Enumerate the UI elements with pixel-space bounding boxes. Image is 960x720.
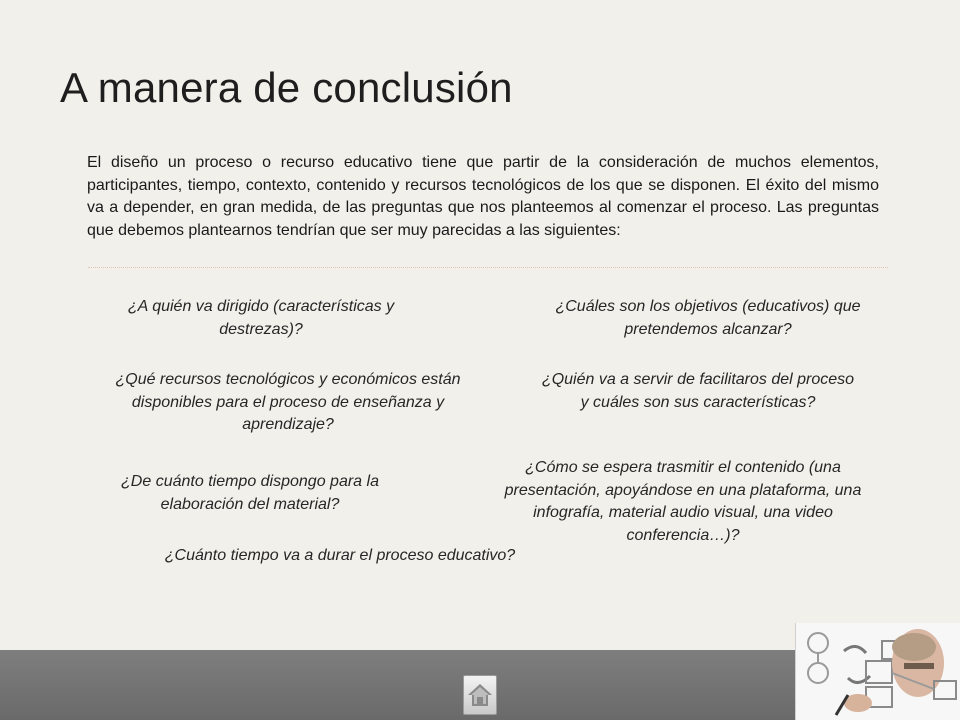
question-time-available: ¿De cuánto tiempo dispongo para la elaboración del material? [121, 473, 379, 513]
question-resources: ¿Qué recursos tecnológicos y económicos están disponibles para el proceso de enseñanza y aprendizaje? [115, 371, 461, 433]
divider [88, 267, 888, 268]
question-delivery: ¿Cómo se espera trasmitir el contenido (una presentación, apoyándose en una plataforma, una infografía, material audio visual, una video conferencia…)? [504, 459, 862, 544]
home-button[interactable] [463, 675, 497, 715]
question-facilitators: ¿Quién va a servir de facilitaros del proceso y cuáles son sus características? [541, 371, 855, 411]
intro-paragraph: El diseño un proceso o recurso educativo tiene que partir de la consideración de muchos elementos, participantes, tiempo, contexto, contenido y recursos tecnológicos de los que se disponen. El éxito del mismo va a depender, en gran medida, de las preguntas que nos planteemos al comenzar el proceso. Las preguntas que debemos plantearnos tendrían que ser muy parecidas a las siguientes: [87, 154, 879, 239]
question-audience: ¿A quién va dirigido (características y destrezas)? [127, 298, 395, 338]
home-icon [464, 676, 496, 714]
flowchart-photo [795, 623, 960, 720]
question-duration: ¿Cuánto tiempo va a durar el proceso educativo? [164, 547, 516, 564]
slide-title: A manera de conclusión [60, 64, 513, 111]
question-objectives: ¿Cuáles son los objetivos (educativos) que pretendemos alcanzar? [555, 298, 861, 338]
